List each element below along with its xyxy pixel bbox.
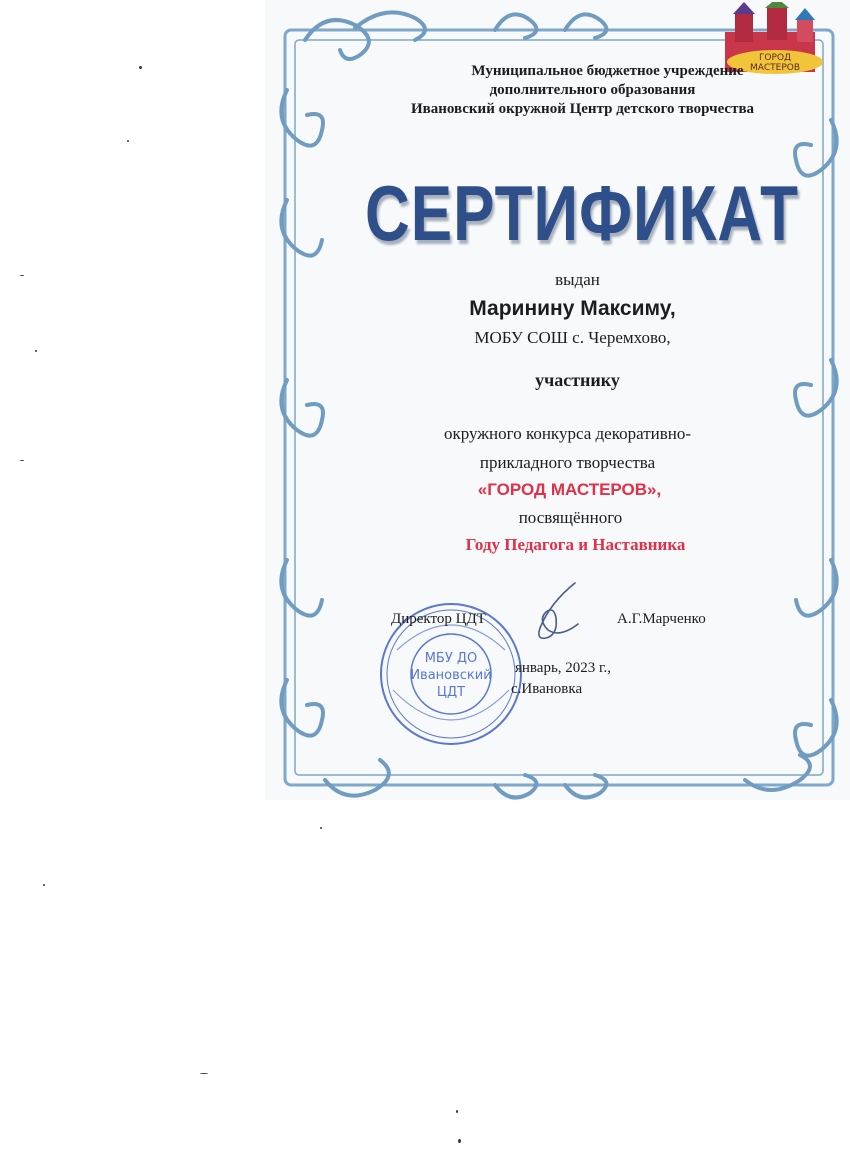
stamp-line-3: ЦДТ xyxy=(436,685,466,700)
scan-speck xyxy=(458,1139,461,1143)
scan-speck xyxy=(139,66,142,69)
contest-line-2: прикладного творчества xyxy=(479,453,656,472)
svg-text:МАСТЕРОВ: МАСТЕРОВ xyxy=(749,63,801,73)
certificate-sheet xyxy=(265,0,850,800)
recipient-name: Маринину Максиму, xyxy=(469,297,676,320)
issued-label: выдан xyxy=(555,270,600,289)
scan-speck xyxy=(200,1073,208,1074)
issue-date: январь, 2023 г., xyxy=(515,660,612,676)
scan-speck xyxy=(456,1110,458,1113)
recipient-school: МОБУ СОШ с. Черемхово, xyxy=(474,328,671,347)
issue-place: с.Ивановка xyxy=(511,681,583,697)
signatory-name: А.Г.Марченко xyxy=(617,611,706,627)
scan-speck xyxy=(35,350,37,352)
scan-speck xyxy=(20,275,24,276)
signatory-position: Директор ЦДТ xyxy=(391,611,486,627)
scan-speck xyxy=(320,827,322,829)
certificate-title: СЕРТИФИКАТ xyxy=(365,171,799,258)
svg-text:ГОРОД: ГОРОД xyxy=(758,53,792,63)
scan-speck xyxy=(43,884,45,886)
org-line-2: дополнительного образования xyxy=(489,82,696,98)
contest-line-1: окружного конкурса декоративно- xyxy=(443,424,692,443)
year-theme: Году Педагога и Наставника xyxy=(465,535,686,554)
ornamental-frame xyxy=(265,0,850,800)
org-line-3: Ивановский окружной Центр детского творчества xyxy=(410,101,755,117)
stamp-line-2: Ивановский xyxy=(410,668,492,683)
scan-speck xyxy=(20,460,24,461)
recipient-role: участнику xyxy=(535,370,620,390)
scan-speck xyxy=(127,140,129,142)
handwritten-signature xyxy=(520,578,590,648)
contest-name: «ГОРОД МАСТЕРОВ», xyxy=(477,480,662,499)
org-line-1: Муниципальное бюджетное учреждение xyxy=(471,63,744,79)
dedicated-label: посвящённого xyxy=(518,508,623,527)
stamp-line-1: МБУ ДО xyxy=(424,651,478,666)
organization-header xyxy=(265,62,850,119)
